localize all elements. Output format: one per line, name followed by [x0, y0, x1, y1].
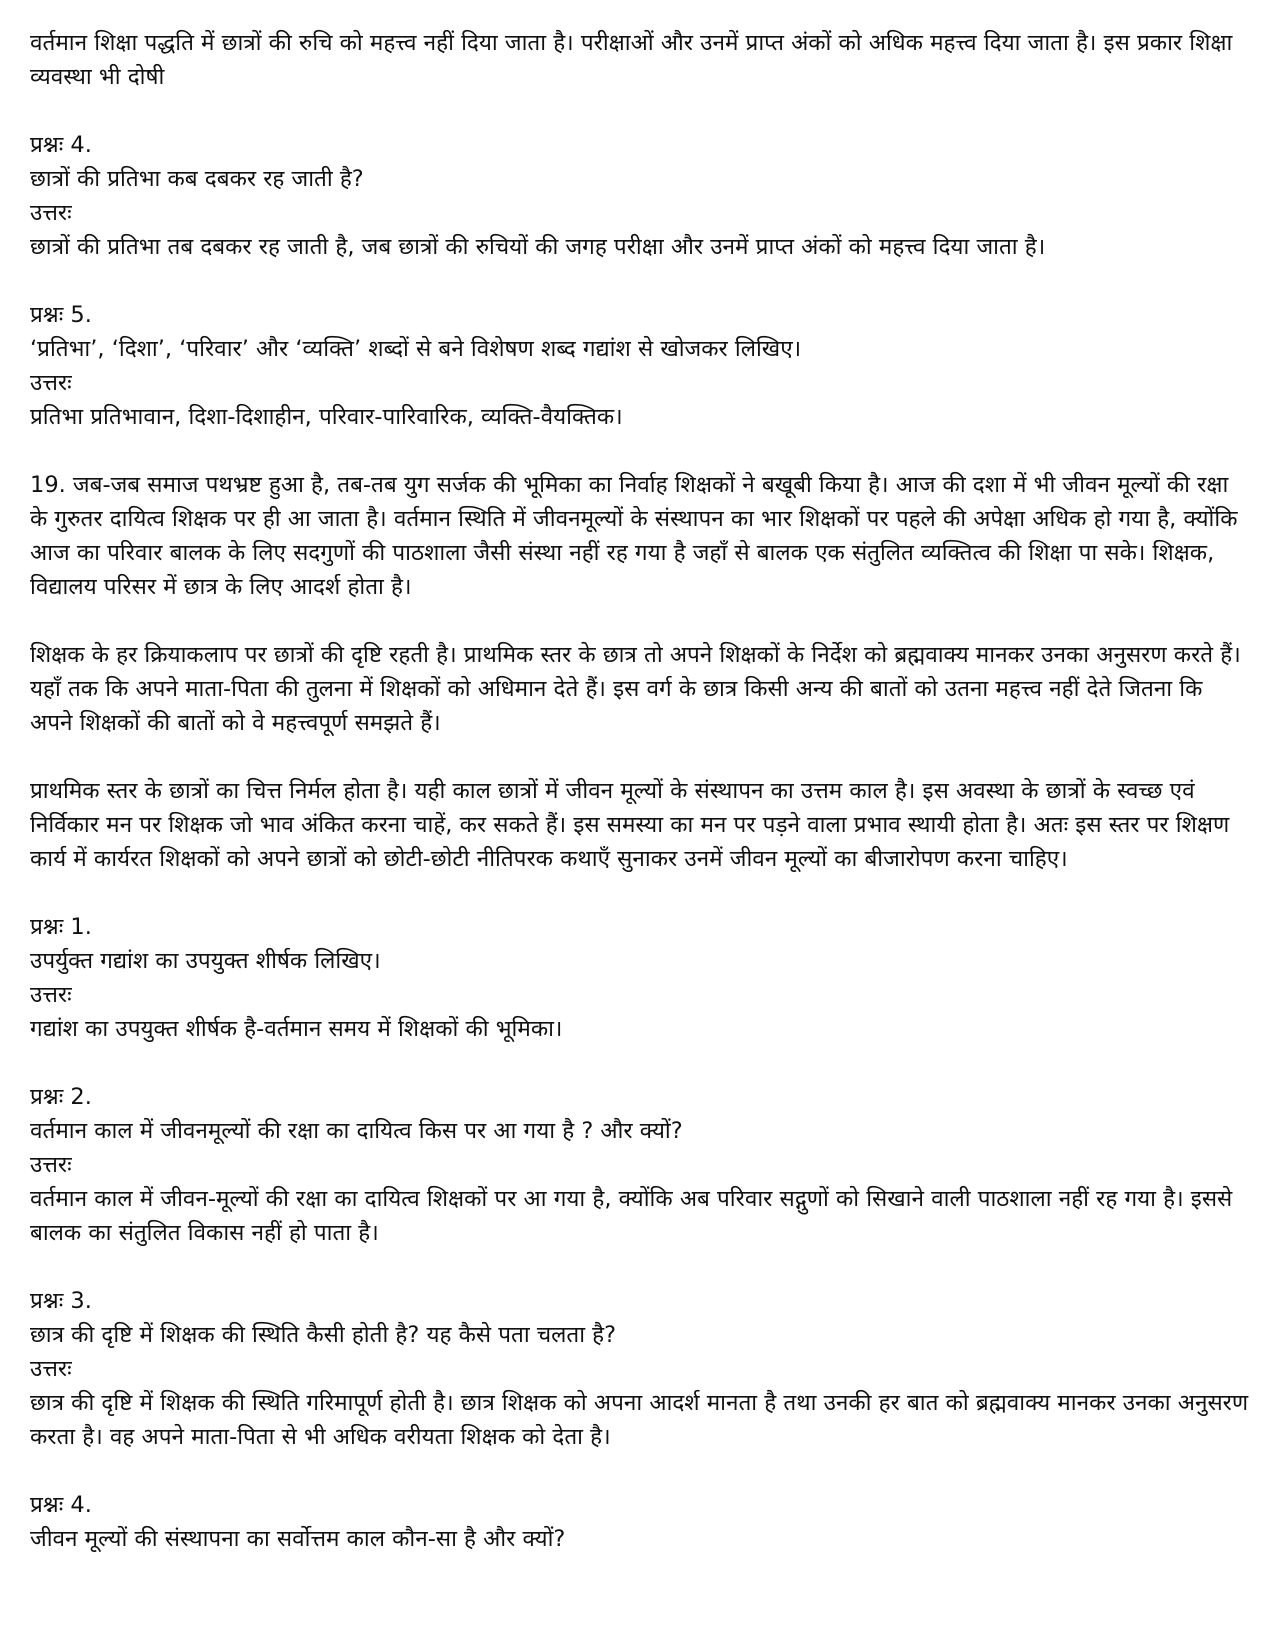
question-block-4 [30, 128, 1250, 264]
answer-label: उत्तरः [30, 200, 72, 226]
question-label: प्रश्नः 2. [30, 1084, 92, 1110]
answer-label: उत्तरः [30, 1152, 72, 1178]
question-label: प्रश्नः 5. [30, 302, 92, 328]
question-block-p19-2 [30, 1080, 1250, 1250]
answer-label: उत्तरः [30, 982, 72, 1008]
question-block-p19-3 [30, 1284, 1250, 1454]
passage-19-paragraph-1: 19. जब-जब समाज पथभ्रष्ट हुआ है, तब-तब युग सर्जक की भूमिका का निर्वाह शिक्षकों ने बखूबी किया है। आज की दशा में भी जीवन मूल्यों की रक्षा के गुरुतर दायित्व शिक्षक पर ही आ जाता है। वर्तमान स्थिति में जीवनमूल्यों के संस्थापन का भार शिक्षकों पर पहले की अपेक्षा अधिक हो गया है, क्योंकि आज का परिवार बालक के लिए सदगुणों की पाठशाला जैसी संस्था नहीं रह गया है जहाँ से बालक एक संतुलित व्यक्तित्व की शिक्षा पा सके। शिक्षक, विद्यालय परिसर में छात्र के लिए आदर्श होता है। [30, 472, 1238, 600]
answer-text: छात्रों की प्रतिभा तब दबकर रह जाती है, जब छात्रों की रुचियों की जगह परीक्षा और उनमें प्राप्त अंकों को महत्त्व दिया जाता है। [30, 234, 1046, 260]
question-block-p19-4 [30, 1488, 1250, 1556]
question-text: छात्र की दृष्टि में शिक्षक की स्थिति कैसी होती है? यह कैसे पता चलता है? [30, 1322, 617, 1348]
document-page [30, 26, 1250, 1590]
question-label: प्रश्नः 3. [30, 1288, 92, 1314]
question-text: जीवन मूल्यों की संस्थापना का सर्वोत्तम काल कौन-सा है और क्यों? [30, 1526, 566, 1552]
question-text: वर्तमान काल में जीवनमूल्यों की रक्षा का दायित्व किस पर आ गया है ? और क्यों? [30, 1118, 683, 1144]
answer-label: उत्तरः [30, 370, 72, 396]
passage-19-paragraph-2: शिक्षक के हर क्रियाकलाप पर छात्रों की दृष्टि रहती है। प्राथमिक स्तर के छात्र तो अपने शिक्षकों के निर्देश को ब्रह्मवाक्य मानकर उनका अनुसरण करते हैं। यहाँ तक कि अपने माता-पिता की तुलना में शिक्षकों को अधिमान देते हैं। इस वर्ग के छात्र किसी अन्य की बातों को उतना महत्त्व नहीं देते जितना कि अपने शिक्षकों की बातों को वे महत्त्वपूर्ण समझते हैं। [30, 642, 1241, 736]
question-block-p19-1 [30, 910, 1250, 1046]
answer-label: उत्तरः [30, 1356, 72, 1382]
answer-text: छात्र की दृष्टि में शिक्षक की स्थिति गरिमापूर्ण होती है। छात्र शिक्षक को अपना आदर्श मानता है तथा उनकी हर बात को ब्रह्मवाक्य मानकर उनका अनुसरण करता है। वह अपने माता-पिता से भी अधिक वरीयता शिक्षक को देता है। [30, 1390, 1249, 1450]
question-label: प्रश्नः 1. [30, 914, 92, 940]
answer-text: प्रतिभा प्रतिभावान, दिशा-दिशाहीन, परिवार-पारिवारिक, व्यक्ति-वैयक्तिक। [30, 404, 623, 430]
question-block-5 [30, 298, 1250, 434]
question-text: छात्रों की प्रतिभा कब दबकर रह जाती है? [30, 166, 364, 192]
question-text: ‘प्रतिभा’, ‘दिशा’, ‘परिवार’ और ‘व्यक्ति’ शब्दों से बने विशेषण शब्द गद्यांश से खोजकर लिखिए। [30, 336, 802, 362]
passage-19-paragraph-3: प्राथमिक स्तर के छात्रों का चित्त निर्मल होता है। यही काल छात्रों में जीवन मूल्यों के संस्थापन का उत्तम काल है। इस अवस्था के छात्रों के स्वच्छ एवं निर्विकार मन पर शिक्षक जो भाव अंकित करना चाहें, कर सकते हैं। इस समस्या का मन पर पड़ने वाला प्रभाव स्थायी होता है। अतः इस स्तर पर शिक्षण कार्य में कार्यरत शिक्षकों को अपने छात्रों को छोटी-छोटी नीतिपरक कथाएँ सुनाकर उनमें जीवन मूल्यों का बीजारोपण करना चाहिए। [30, 778, 1230, 872]
question-label: प्रश्नः 4. [30, 132, 92, 158]
intro-paragraph: वर्तमान शिक्षा पद्धति में छात्रों की रुचि को महत्त्व नहीं दिया जाता है। परीक्षाओं और उनमें प्राप्त अंकों को अधिक महत्त्व दिया जाता है। इस प्रकार शिक्षा व्यवस्था भी दोषी [30, 30, 1233, 90]
answer-text: वर्तमान काल में जीवन-मूल्यों की रक्षा का दायित्व शिक्षकों पर आ गया है, क्योंकि अब परिवार सद्गुणों को सिखाने वाली पाठशाला नहीं रह गया है। इससे बालक का संतुलित विकास नहीं हो पाता है। [30, 1186, 1233, 1246]
question-label: प्रश्नः 4. [30, 1492, 92, 1518]
question-text: उपर्युक्त गद्यांश का उपयुक्त शीर्षक लिखिए। [30, 948, 381, 974]
answer-text: गद्यांश का उपयुक्त शीर्षक है-वर्तमान समय में शिक्षकों की भूमिका। [30, 1016, 563, 1042]
